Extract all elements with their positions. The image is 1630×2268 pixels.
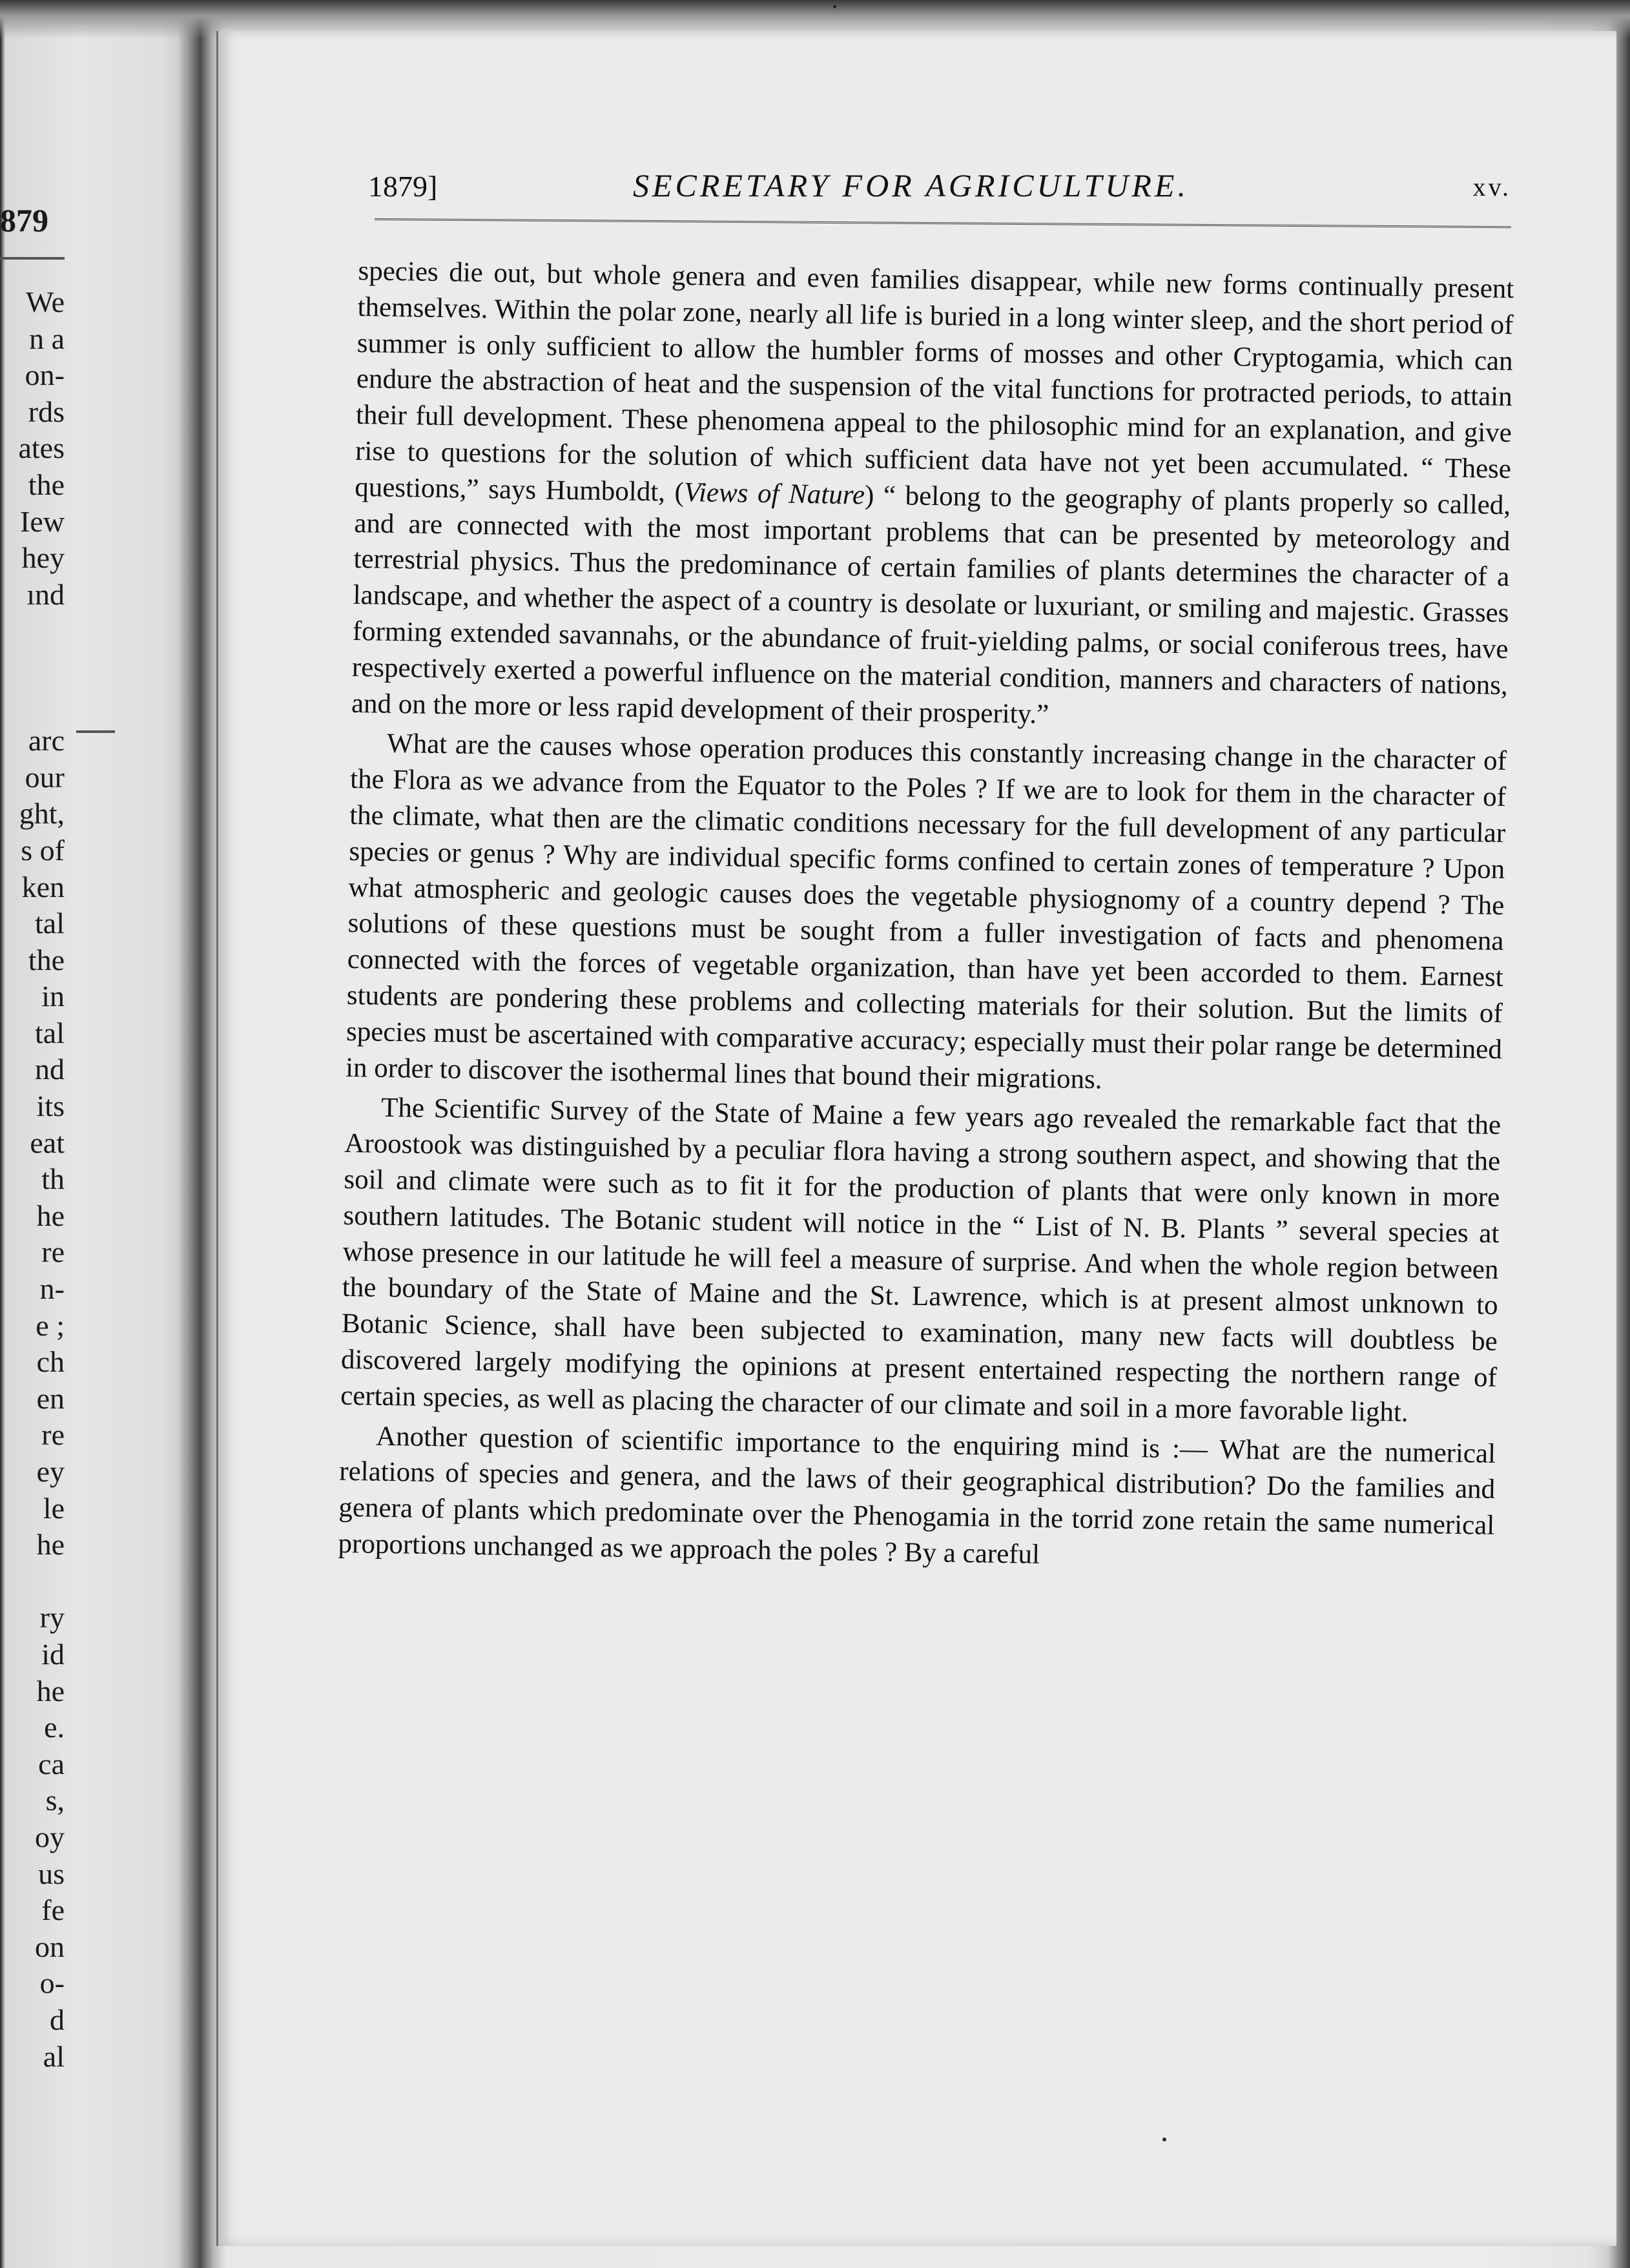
left-page-fragment: d	[50, 2003, 65, 2036]
left-page-fragment: id	[41, 1637, 65, 1671]
left-page-fragment: hey	[21, 541, 65, 575]
left-page-rule	[0, 257, 65, 260]
left-page-fragment: en	[36, 1381, 65, 1415]
left-page-fragment: Iew	[20, 504, 65, 538]
body-text	[338, 253, 1514, 1584]
left-page-fragment: the	[28, 468, 65, 501]
left-page-fragment: ch	[36, 1345, 65, 1379]
left-page-fragment: s of	[21, 833, 65, 867]
left-page-fragment: tal	[35, 907, 65, 940]
film-speck	[833, 5, 836, 8]
left-page-fragment: us	[38, 1857, 65, 1890]
left-page-header: 879	[0, 202, 48, 238]
left-page-fragment: n a	[29, 322, 65, 355]
left-page-fragment: he	[36, 1528, 65, 1562]
left-page-fragment: We	[25, 285, 65, 318]
running-head-title: SECRETARY FOR AGRICULTURE.	[633, 167, 1189, 203]
left-page-fragments	[0, 284, 129, 2157]
left-page-fragment: al	[43, 2039, 65, 2073]
left-page-fragment: e ;	[36, 1308, 65, 1342]
paragraph-1-part-1: species die out, but whole genera and even families disappear, while new forms continually present themselves. Within the polar zone, nearly all life is buried in a long winter sleep, and the short period of summer is only sufficient to allow the humbler forms of mosses and other Cryptogamia, which can endure the abstraction of heat and the suspension of the vital functions for protracted periods, to attain their full development. These phenomena appeal to the philosophic mind for an explanation, and give rise to questions for the solution of which sufficient data have not yet been accumulated. “ These questions,” says Humboldt, (	[354, 255, 1514, 508]
left-page-fragment	[0, 650, 65, 686]
paragraph-1	[351, 253, 1514, 739]
paragraph-1-book-title: Views of Nature	[683, 477, 865, 511]
left-page-fragment: nd	[35, 1053, 65, 1086]
paragraph-3: The Scientific Survey of the State of Maine a few years ago revealed the remarkable fact that the Aroostook was distinguished by a peculiar flora having a strong southern aspect, and showing that the soil and climate were such as to fit it for the production of plants that were only known in more southern latitudes. The Botanic student will notice in the “ List of N. B. Plants ” several species at whose presence in our latitude he will feel a measure of surprise. And when the whole region between the boundary of the State of Maine and the St. Lawrence, which is at present almost unknown to Botanic Science, shall have been subjected to examination, many new facts will doubtless be discovered largely modifying the opinions at present entertained respecting the northern range of certain species, as well as placing the character of our climate and soil in a more favorable light.	[340, 1093, 1501, 1428]
left-page-fragment: eat	[30, 1126, 65, 1159]
left-page-fragment: le	[43, 1491, 65, 1525]
running-head	[368, 169, 1511, 214]
left-page-fragment: tal	[35, 1016, 65, 1049]
left-page-fragment: our	[25, 760, 65, 794]
left-page-fragment: rds	[28, 395, 65, 428]
left-page-fragment: the	[28, 943, 65, 976]
left-page-fragment: e.	[44, 1711, 65, 1744]
left-page-fragment: th	[41, 1162, 65, 1196]
paragraph-1-part-3: ) “ belong to the geography of plants properly so called, and are connected with the most important problems that can be presented by meteorology and terrestrial physics. Thus the predominance of certain families of plants determines the character of a landscape, and whether the aspect of a country is desolate or luxuriant, or smiling and majestic. Grasses forming extended savannahs, or the abundance of fruit-yielding palms, or social coniferous trees, have respectively exerted a powerful influence on the material condition, manners and characters of nations, and on the more or less rapid development of their prosperity.”	[351, 480, 1511, 730]
paragraph-4: Another question of scientific importance to the enquiring mind is :— What are the numerical relations of species and genera, and the laws of their geographical distribution? Do the families and genera of plants which predominate over the Phenogamia in the torrid zone retain the same numerical proportions unchanged as we approach the poles ? By a careful	[338, 1421, 1496, 1570]
left-page-fragment: re	[41, 1418, 65, 1452]
page-number: xv.	[1472, 172, 1511, 201]
left-page-fragment: ca	[38, 1747, 65, 1780]
left-page-fragment: re	[41, 1235, 65, 1269]
left-page-fragment: ey	[36, 1455, 65, 1488]
left-page-fragment: its	[36, 1089, 65, 1123]
left-page-fragment: ry	[39, 1601, 65, 1634]
left-page-fragment: on	[35, 1930, 65, 1963]
left-page-fragment: in	[41, 980, 65, 1013]
left-page-fragment	[0, 613, 65, 650]
left-page-fragment	[0, 1563, 65, 1600]
left-page-fragment	[0, 686, 65, 723]
film-speck	[1162, 2138, 1166, 2141]
left-page-fragment: s,	[45, 1784, 65, 1817]
left-page-fragment: he	[36, 1674, 65, 1707]
left-page-fragment: on-	[25, 358, 65, 392]
left-page-fragment: ates	[18, 431, 65, 465]
left-page-fragment: ght,	[19, 797, 65, 830]
left-page-fragment: n-	[39, 1272, 65, 1306]
left-page-fragment: ken	[21, 870, 65, 903]
gutter-mark	[76, 730, 115, 733]
paragraph-2: What are the causes whose operation produces this constantly increasing change in the character of the Flora as we advance from the Equator to the Poles ? If we are to look for them in the character of the climate, what then are the climatic conditions necessary for the full development of any particular species or genus ? Why are individual specific forms confined to certain zones of temperature ? Upon what atmospheric and geologic causes does the vegetable physiognomy of a country depend ? The solutions of these questions must be sought from a fuller investigation of facts and phenomena connected with the forces of vegetable organization, than have yet been accorded to them. Earnest students are pondering these problems and collecting materials for their solution. But the limits of species must be ascertained with comparative accuracy; especially must their polar range be determined in order to discover the isothermal lines that bound their migrations.	[345, 728, 1507, 1095]
running-head-year: 1879]	[368, 170, 438, 203]
left-page-fragment: fe	[41, 1893, 65, 1927]
left-page-fragment: ınd	[26, 577, 65, 611]
left-page-fragment: oy	[35, 1820, 65, 1853]
left-page-fragment: he	[36, 1199, 65, 1232]
left-page-fragment: arc	[28, 724, 65, 758]
left-page-fragment: o-	[39, 1966, 65, 2000]
